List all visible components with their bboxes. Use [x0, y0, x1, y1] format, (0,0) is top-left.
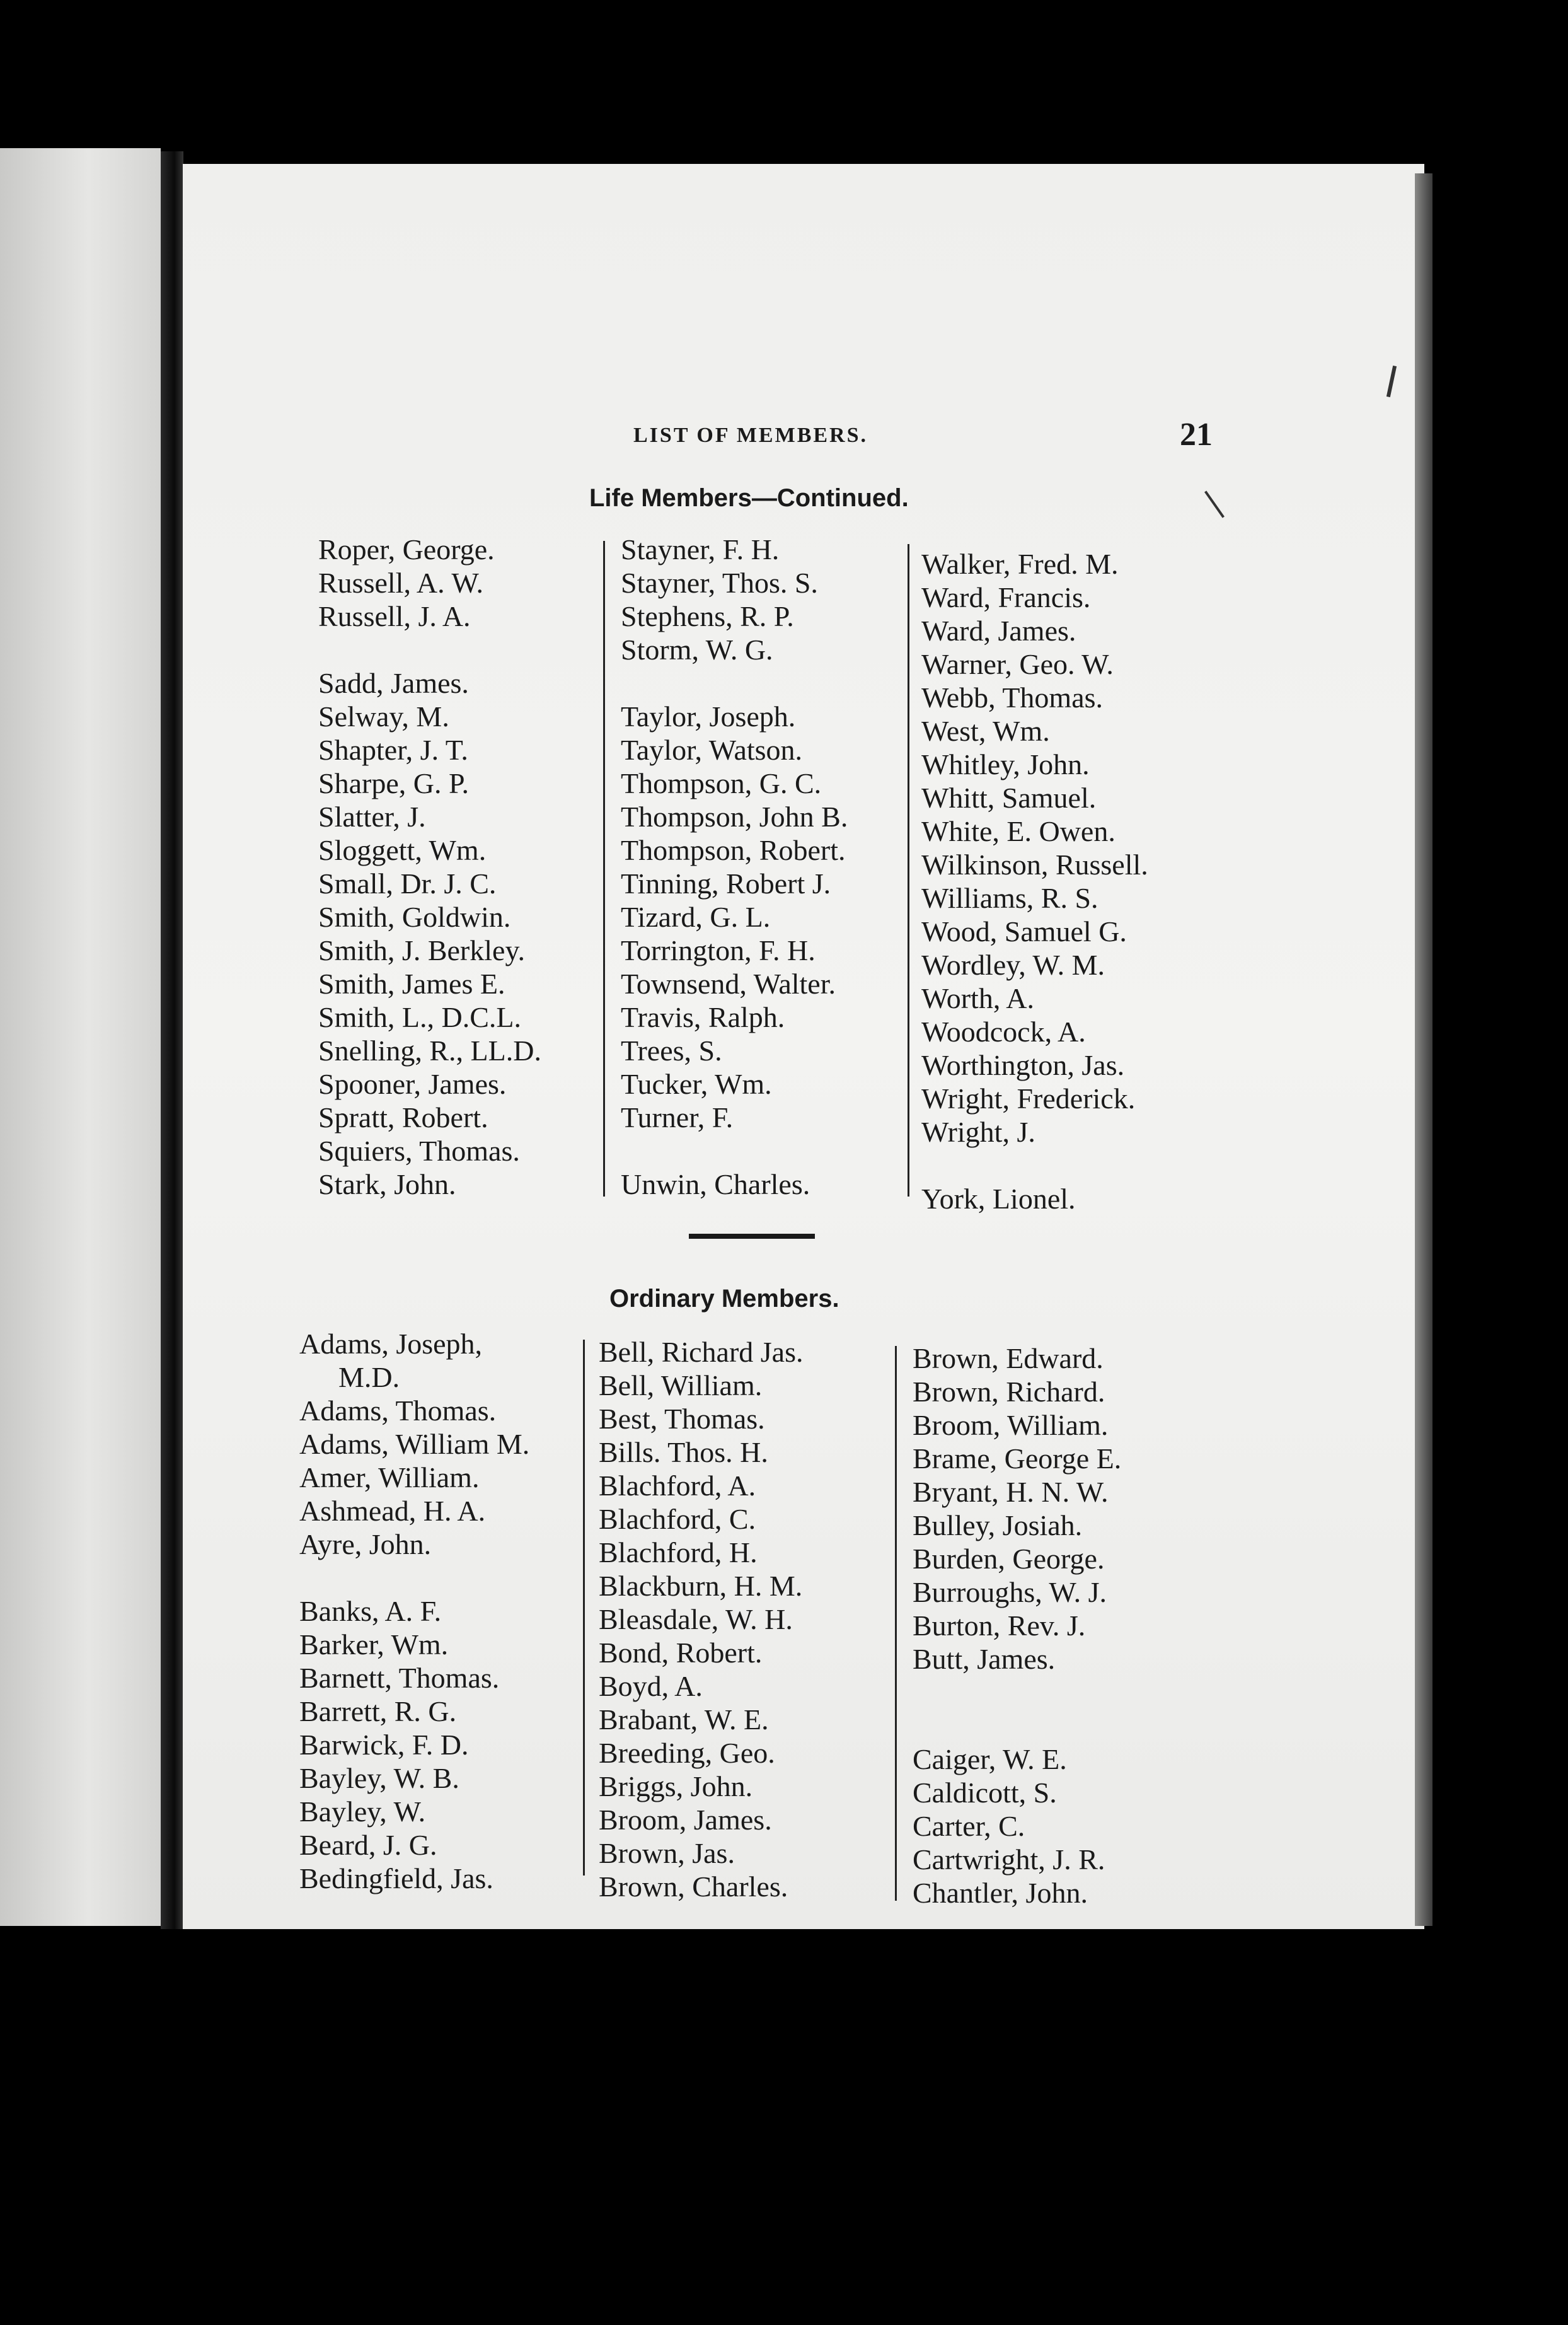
member-name: Adams, Joseph, [299, 1328, 483, 1360]
member-name: Tucker, Wm. [621, 1068, 772, 1100]
member-name: Ward, James. [921, 615, 1076, 647]
member-name: Ward, Francis. [921, 581, 1091, 613]
member-name: Ashmead, H. A. [299, 1495, 486, 1527]
member-name: Barker, Wm. [299, 1628, 449, 1661]
member-name: Sharpe, G. P. [318, 767, 469, 799]
member-name: Stayner, F. H. [621, 533, 780, 565]
life-members-column-3 [921, 547, 1148, 1215]
member-name: Bell, Richard Jas. [599, 1336, 804, 1368]
member-name: Best, Thomas. [599, 1403, 765, 1435]
list-gap [318, 633, 541, 666]
member-name: Taylor, Watson. [621, 734, 803, 766]
member-name: West, Wm. [921, 715, 1050, 747]
member-name: Selway, M. [318, 700, 449, 733]
member-name: Barwick, F. D. [299, 1729, 469, 1761]
member-name: Blachford, A. [599, 1470, 756, 1502]
member-name: Thompson, Robert. [621, 834, 846, 866]
member-name: Barrett, R. G. [299, 1695, 457, 1727]
member-name: Russell, A. W. [318, 567, 484, 599]
member-name: Chantler, John. [913, 1877, 1088, 1909]
member-name: Russell, J. A. [318, 600, 471, 632]
member-name: Wilkinson, Russell. [921, 849, 1148, 881]
member-name: Beard, J. G. [299, 1829, 437, 1861]
member-name: Williams, R. S. [921, 882, 1098, 914]
member-name: Caiger, W. E. [913, 1743, 1067, 1775]
member-name: Stayner, Thos. S. [621, 567, 818, 599]
list-gap [913, 1709, 1121, 1742]
member-name: Sloggett, Wm. [318, 834, 487, 866]
member-name: Butt, James. [913, 1643, 1056, 1675]
member-name: Brown, Richard. [913, 1376, 1105, 1408]
member-name: Shapter, J. T. [318, 734, 468, 766]
list-gap [621, 666, 848, 700]
book-gutter [161, 151, 183, 1929]
section-divider [689, 1234, 815, 1239]
member-name: Ayre, John. [299, 1528, 432, 1560]
member-name: Smith, L., D.C.L. [318, 1001, 522, 1033]
member-name: Wright, Frederick. [921, 1082, 1136, 1115]
member-name: Turner, F. [621, 1101, 734, 1134]
member-name: Burroughs, W. J. [913, 1576, 1107, 1608]
list-gap [913, 1676, 1121, 1709]
member-name: Tinning, Robert J. [621, 867, 831, 900]
facing-page-edge [0, 148, 161, 1926]
member-name: Trees, S. [621, 1035, 722, 1067]
life-members-title: Life Members—Continued. [589, 484, 909, 512]
member-name: Wright, J. [921, 1116, 1035, 1148]
member-name: Unwin, Charles. [621, 1168, 810, 1200]
member-name: Roper, George. [318, 533, 495, 565]
member-name: Brown, Edward. [913, 1342, 1104, 1374]
running-head: LIST OF MEMBERS. [633, 424, 868, 447]
member-name: Brabant, W. E. [599, 1703, 769, 1736]
column-rule [603, 541, 605, 1197]
life-members-column-2 [621, 533, 848, 1201]
member-name: Banks, A. F. [299, 1595, 442, 1627]
member-name: Broom, William. [913, 1409, 1109, 1441]
member-name: Adams, Thomas. [299, 1394, 497, 1427]
member-name: Amer, William. [299, 1461, 480, 1493]
member-name: Burton, Rev. J. [913, 1609, 1086, 1642]
page-edge-shadow [1415, 173, 1433, 1926]
member-name: M.D. [338, 1361, 400, 1393]
member-name: Wordley, W. M. [921, 949, 1105, 981]
member-name: Barnett, Thomas. [299, 1662, 500, 1694]
member-name: Worthington, Jas. [921, 1049, 1125, 1081]
member-name: Broom, James. [599, 1804, 772, 1836]
member-name: Sadd, James. [318, 667, 469, 699]
member-name: Blachford, H. [599, 1536, 758, 1568]
member-name: Adams, William M. [299, 1428, 530, 1460]
member-name: York, Lionel. [921, 1183, 1076, 1215]
member-name: Bryant, H. N. W. [913, 1476, 1109, 1508]
member-name: Bedingfield, Jas. [299, 1862, 493, 1894]
member-name: Bayley, W. [299, 1795, 426, 1828]
member-name: Blackburn, H. M. [599, 1570, 803, 1602]
member-name: Spratt, Robert. [318, 1101, 488, 1134]
member-name: Carter, C. [913, 1810, 1025, 1842]
member-name: Thompson, G. C. [621, 767, 822, 799]
member-name: Bulley, Josiah. [913, 1509, 1083, 1541]
member-name: Bayley, W. B. [299, 1762, 459, 1794]
member-name: Cartwright, J. R. [913, 1843, 1105, 1876]
member-name: Smith, James E. [318, 968, 505, 1000]
column-rule [583, 1340, 585, 1876]
member-name: Smith, Goldwin. [318, 901, 511, 933]
member-name: Wood, Samuel G. [921, 915, 1127, 948]
member-name: Burden, George. [913, 1543, 1105, 1575]
member-name: Walker, Fred. M. [921, 548, 1119, 580]
ordinary-members-column-3 [913, 1342, 1121, 1910]
member-name: Webb, Thomas. [921, 681, 1104, 714]
member-name: Storm, W. G. [621, 634, 773, 666]
member-name: Stark, John. [318, 1168, 456, 1200]
member-name: Worth, A. [921, 982, 1035, 1014]
member-name: Brame, George E. [913, 1442, 1122, 1475]
column-rule [895, 1346, 897, 1901]
member-name: Bell, William. [599, 1369, 763, 1401]
member-name: Travis, Ralph. [621, 1001, 785, 1033]
member-name: White, E. Owen. [921, 815, 1115, 847]
member-name: Warner, Geo. W. [921, 648, 1114, 680]
member-name: Spooner, James. [318, 1068, 507, 1100]
member-name: Caldicott, S. [913, 1777, 1057, 1809]
member-name: Snelling, R., LL.D. [318, 1035, 541, 1067]
column-rule [908, 544, 909, 1197]
ordinary-members-column-2 [599, 1335, 804, 1903]
ordinary-members-title: Ordinary Members. [609, 1285, 839, 1313]
member-name: Squiers, Thomas. [318, 1135, 520, 1167]
member-name: Brown, Charles. [599, 1870, 788, 1903]
member-name: Bills. Thos. H. [599, 1436, 768, 1468]
member-name: Stephens, R. P. [621, 600, 794, 632]
member-name: Breeding, Geo. [599, 1737, 775, 1769]
member-name: Smith, J. Berkley. [318, 934, 525, 966]
member-name: Bleasdale, W. H. [599, 1603, 793, 1635]
ordinary-members-column-1 [299, 1327, 529, 1895]
member-name: Torrington, F. H. [621, 934, 816, 966]
member-name: Tizard, G. L. [621, 901, 771, 933]
member-name: Thompson, John B. [621, 801, 848, 833]
member-name: Boyd, A. [599, 1670, 703, 1702]
life-members-column-1 [318, 533, 541, 1201]
member-name: Briggs, John. [599, 1770, 753, 1802]
list-gap [299, 1561, 529, 1594]
member-name: Brown, Jas. [599, 1837, 735, 1869]
member-name: Slatter, J. [318, 801, 426, 833]
member-name: Whitt, Samuel. [921, 782, 1097, 814]
member-name: Whitley, John. [921, 748, 1090, 780]
member-name: Small, Dr. J. C. [318, 867, 497, 900]
member-name: Bond, Robert. [599, 1637, 763, 1669]
member-name: Blachford, C. [599, 1503, 756, 1535]
member-name: Taylor, Joseph. [621, 700, 796, 733]
page-number: 21 [1180, 417, 1213, 453]
member-name: Townsend, Walter. [621, 968, 836, 1000]
list-gap [921, 1149, 1148, 1182]
list-gap [621, 1134, 848, 1168]
member-name: Woodcock, A. [921, 1016, 1086, 1048]
